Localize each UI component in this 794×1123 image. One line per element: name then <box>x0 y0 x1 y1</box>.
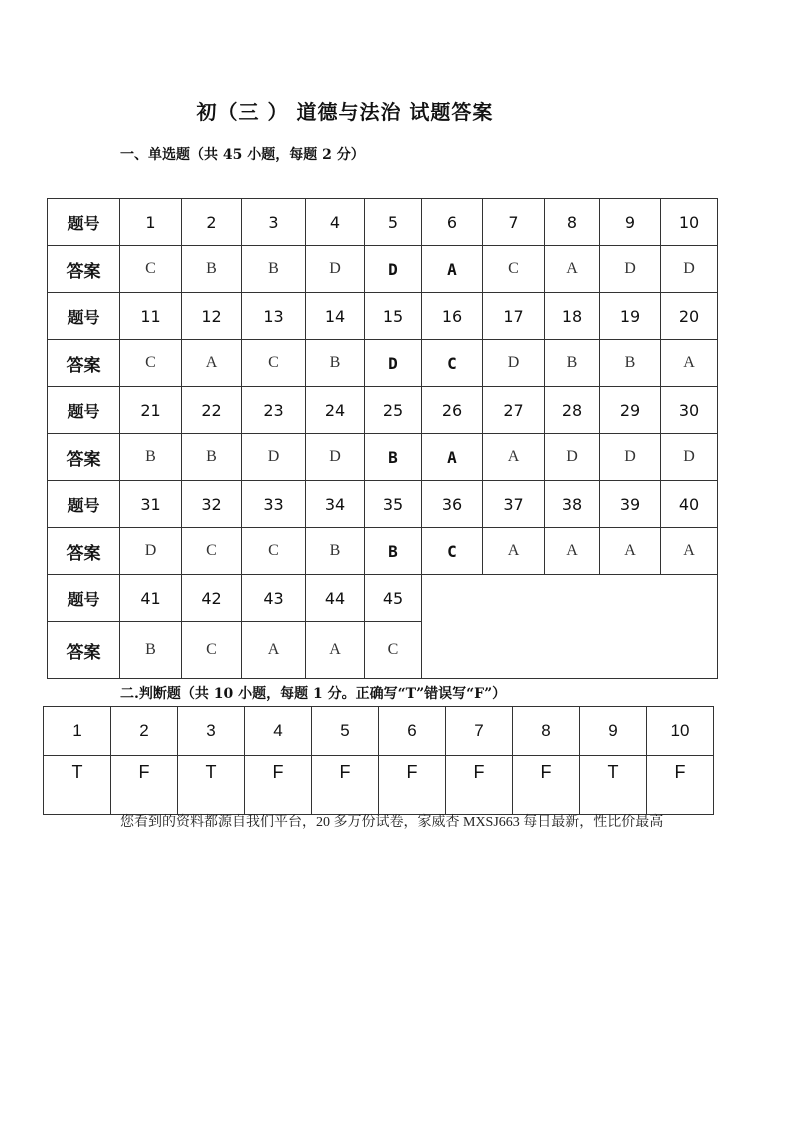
answer-cell: D <box>600 246 661 293</box>
answer-label: 答案 <box>48 622 120 679</box>
tf-answer-cell: F <box>245 756 312 815</box>
question-number: 43 <box>242 575 306 622</box>
answer-cell: C <box>483 246 545 293</box>
tf-answer-cell: F <box>111 756 178 815</box>
page-title: 初（三 ） 道德与法治 试题答案 <box>196 100 494 124</box>
answer-cell: C <box>120 246 182 293</box>
tf-answer-cell: T <box>178 756 245 815</box>
answer-label: 答案 <box>48 528 120 575</box>
answer-cell: C <box>120 340 182 387</box>
question-number: 3 <box>242 199 306 246</box>
section-1-heading: 一、单选题（共 45 小题，每题 2 分） <box>120 147 365 163</box>
answer-cell: B <box>545 340 600 387</box>
question-number: 6 <box>422 199 483 246</box>
question-number: 12 <box>182 293 242 340</box>
tf-answer-cell: F <box>513 756 580 815</box>
answer-cell: D <box>483 340 545 387</box>
answer-cell: C <box>422 528 483 575</box>
tf-answer-cell: T <box>580 756 647 815</box>
answer-cell: D <box>306 246 365 293</box>
answer-cell: B <box>182 434 242 481</box>
question-number: 30 <box>661 387 718 434</box>
answer-cell: B <box>365 528 422 575</box>
answer-cell: D <box>306 434 365 481</box>
answer-cell: A <box>661 528 718 575</box>
answer-cell: D <box>661 434 718 481</box>
answer-cell: A <box>483 434 545 481</box>
question-number: 44 <box>306 575 365 622</box>
question-number: 21 <box>120 387 182 434</box>
tf-question-number: 6 <box>379 707 446 756</box>
question-number-row <box>48 481 718 528</box>
empty-cell <box>422 575 718 679</box>
question-label: 题号 <box>48 481 120 528</box>
answer-cell: B <box>306 340 365 387</box>
question-number-row <box>48 387 718 434</box>
tf-question-number: 3 <box>178 707 245 756</box>
question-number: 20 <box>661 293 718 340</box>
question-number: 19 <box>600 293 661 340</box>
answer-row <box>48 528 718 575</box>
answer-cell: D <box>365 340 422 387</box>
multiple-choice-answer-table <box>47 198 718 679</box>
tf-question-number: 7 <box>446 707 513 756</box>
question-number: 35 <box>365 481 422 528</box>
question-label: 题号 <box>48 293 120 340</box>
question-number: 5 <box>365 199 422 246</box>
question-label: 题号 <box>48 199 120 246</box>
question-number: 17 <box>483 293 545 340</box>
question-number: 39 <box>600 481 661 528</box>
question-number: 4 <box>306 199 365 246</box>
answer-cell: C <box>242 340 306 387</box>
question-number: 26 <box>422 387 483 434</box>
question-number: 29 <box>600 387 661 434</box>
tf-question-number: 8 <box>513 707 580 756</box>
tf-answer-cell: F <box>446 756 513 815</box>
answer-row <box>48 246 718 293</box>
answer-cell: A <box>545 528 600 575</box>
answer-label: 答案 <box>48 246 120 293</box>
question-number: 9 <box>600 199 661 246</box>
answer-cell: B <box>242 246 306 293</box>
answer-cell: A <box>483 528 545 575</box>
question-label: 题号 <box>48 387 120 434</box>
answer-cell: D <box>661 246 718 293</box>
tf-answer-row <box>44 756 714 815</box>
tf-answer-cell: T <box>44 756 111 815</box>
question-number: 41 <box>120 575 182 622</box>
answer-cell: B <box>365 434 422 481</box>
answer-row <box>48 434 718 481</box>
answer-cell: D <box>600 434 661 481</box>
footer-note: 您看到的资料都源自我们平台，20 多万份试卷，家威杏 MXSJ663 每日最新，性比价最高 <box>120 815 664 830</box>
answer-cell: B <box>120 434 182 481</box>
question-number: 24 <box>306 387 365 434</box>
question-label: 题号 <box>48 575 120 622</box>
answer-cell: A <box>661 340 718 387</box>
answer-cell: A <box>600 528 661 575</box>
question-number: 8 <box>545 199 600 246</box>
question-number: 11 <box>120 293 182 340</box>
question-number: 31 <box>120 481 182 528</box>
question-number: 25 <box>365 387 422 434</box>
answer-cell: B <box>182 246 242 293</box>
question-number: 37 <box>483 481 545 528</box>
answer-cell: A <box>306 622 365 679</box>
question-number: 10 <box>661 199 718 246</box>
answer-cell: A <box>422 246 483 293</box>
tf-answer-cell: F <box>647 756 714 815</box>
question-number-row <box>48 293 718 340</box>
answer-cell: B <box>120 622 182 679</box>
question-number: 16 <box>422 293 483 340</box>
question-number: 32 <box>182 481 242 528</box>
question-number: 40 <box>661 481 718 528</box>
question-number: 2 <box>182 199 242 246</box>
answer-cell: A <box>182 340 242 387</box>
section-2-heading: 二.判断题（共 10 小题，每题 1 分。正确写“T”错误写“F”） <box>120 686 507 702</box>
question-number: 15 <box>365 293 422 340</box>
question-number: 28 <box>545 387 600 434</box>
answer-cell: D <box>365 246 422 293</box>
answer-cell: C <box>422 340 483 387</box>
question-number: 13 <box>242 293 306 340</box>
answer-label: 答案 <box>48 434 120 481</box>
answer-cell: A <box>242 622 306 679</box>
question-number-row <box>48 575 718 622</box>
tf-answer-cell: F <box>379 756 446 815</box>
tf-question-number: 10 <box>647 707 714 756</box>
question-number: 36 <box>422 481 483 528</box>
answer-row <box>48 340 718 387</box>
question-number: 1 <box>120 199 182 246</box>
answer-cell: A <box>545 246 600 293</box>
tf-question-number: 9 <box>580 707 647 756</box>
answer-cell: D <box>545 434 600 481</box>
question-number: 18 <box>545 293 600 340</box>
question-number: 14 <box>306 293 365 340</box>
question-number: 22 <box>182 387 242 434</box>
tf-question-number: 4 <box>245 707 312 756</box>
question-number: 45 <box>365 575 422 622</box>
true-false-answer-table <box>43 706 714 815</box>
question-number: 34 <box>306 481 365 528</box>
tf-number-row <box>44 707 714 756</box>
question-number: 42 <box>182 575 242 622</box>
tf-question-number: 5 <box>312 707 379 756</box>
question-number: 7 <box>483 199 545 246</box>
answer-cell: B <box>306 528 365 575</box>
answer-cell: D <box>242 434 306 481</box>
tf-question-number: 2 <box>111 707 178 756</box>
answer-cell: C <box>242 528 306 575</box>
answer-cell: B <box>600 340 661 387</box>
question-number-row <box>48 199 718 246</box>
answer-cell: C <box>365 622 422 679</box>
answer-cell: A <box>422 434 483 481</box>
answer-cell: C <box>182 528 242 575</box>
answer-cell: D <box>120 528 182 575</box>
question-number: 23 <box>242 387 306 434</box>
question-number: 33 <box>242 481 306 528</box>
answer-label: 答案 <box>48 340 120 387</box>
tf-question-number: 1 <box>44 707 111 756</box>
question-number: 38 <box>545 481 600 528</box>
question-number: 27 <box>483 387 545 434</box>
answer-cell: C <box>182 622 242 679</box>
tf-answer-cell: F <box>312 756 379 815</box>
